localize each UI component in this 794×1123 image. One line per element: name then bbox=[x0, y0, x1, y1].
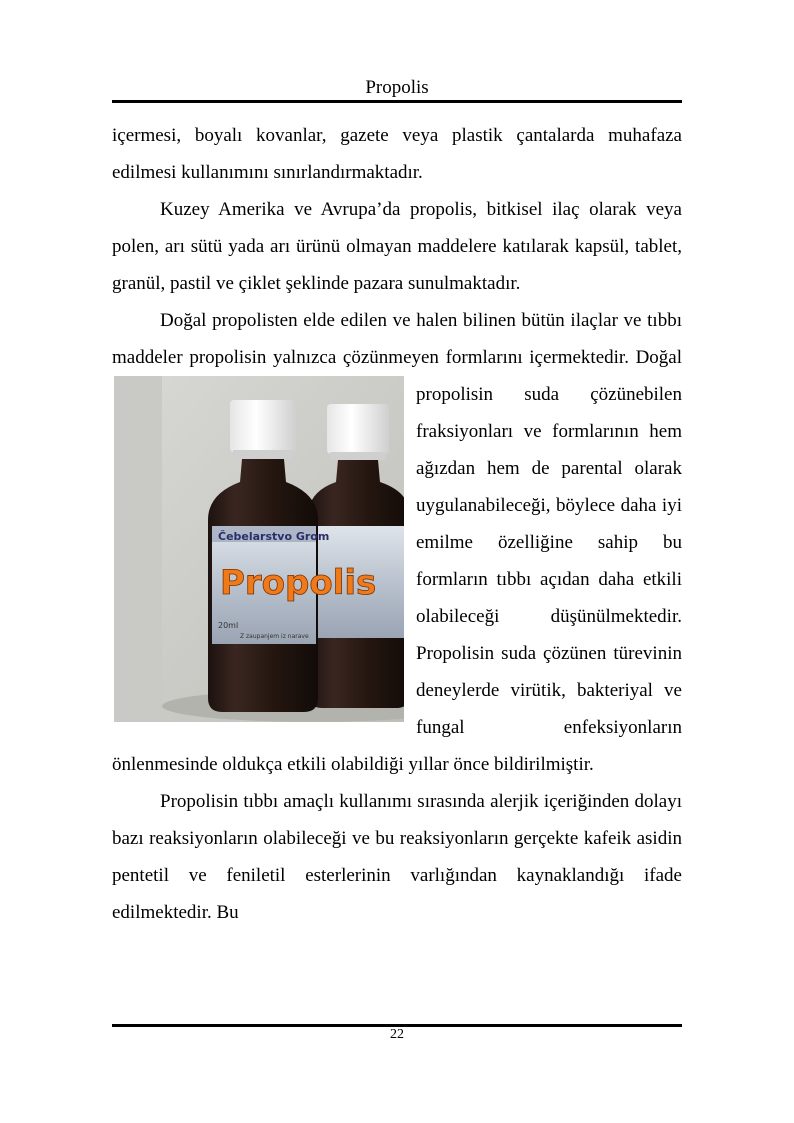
page-header-title: Propolis bbox=[365, 77, 429, 98]
bottle-volume-text: 20ml bbox=[218, 621, 239, 630]
page-number: 22 bbox=[390, 1027, 404, 1042]
bottle-fineprint-text: Z zaupanjem iz narave bbox=[240, 633, 309, 640]
bottle-product-text: Propolis bbox=[220, 563, 377, 603]
paragraph-1: içermesi, boyalı kovanlar, gazete veya plastik çantalarda muhafaza edilmesi kullanımını sınırlandırmaktadır. bbox=[112, 125, 682, 183]
bottle-brand-text: Čebelarstvo Grom bbox=[218, 530, 330, 543]
header-rule bbox=[112, 100, 682, 103]
propolis-bottles-photo bbox=[114, 376, 404, 722]
paragraph-4: Propolisin tıbbı amaçlı kullanımı sırasında alerjik içeriğinden dolayı bazı reaksiyonların olabileceği ve bu reaksiyonların gerçekte kafeik asidin pentetil ve feniletil esterlerinin varlığından kaynaklandığı ifade edilmektedir. Bu bbox=[112, 791, 682, 923]
paragraph-2: Kuzey Amerika ve Avrupa’da propolis, bitkisel ilaç olarak veya polen, arı sütü yada arı ürünü olmayan maddelere katılarak kapsül, tablet, granül, pastil ve çiklet şeklinde pazara sunulmaktadır. bbox=[112, 199, 682, 294]
paragraph-3 bbox=[112, 302, 682, 783]
paragraph-3-lead: Doğal propolisten elde edilen ve halen bilinen bütün ilaçlar ve tıbbı maddeler propolisin yalnızca çözünmeyen formlarını bbox=[112, 310, 682, 368]
document-body bbox=[112, 117, 682, 931]
paragraph-3-continued: içermektedir. Doğal propolisin suda çözünebilen fraksiyonları ve formlarının hem ağızdan hem de parental olarak uygulanabileceği, böylece daha iyi emilme özelliğine sahip bu formların tıbbı açıdan daha etkili olabileceği düşünülmektedir. Propolisin suda çözünen türevinin deneylerde virütik, bakteriyal ve fungal enfeksiyonların önlenmesinde oldukça etkili olabildiği yıllar önce bildirilmiştir. bbox=[112, 347, 683, 775]
